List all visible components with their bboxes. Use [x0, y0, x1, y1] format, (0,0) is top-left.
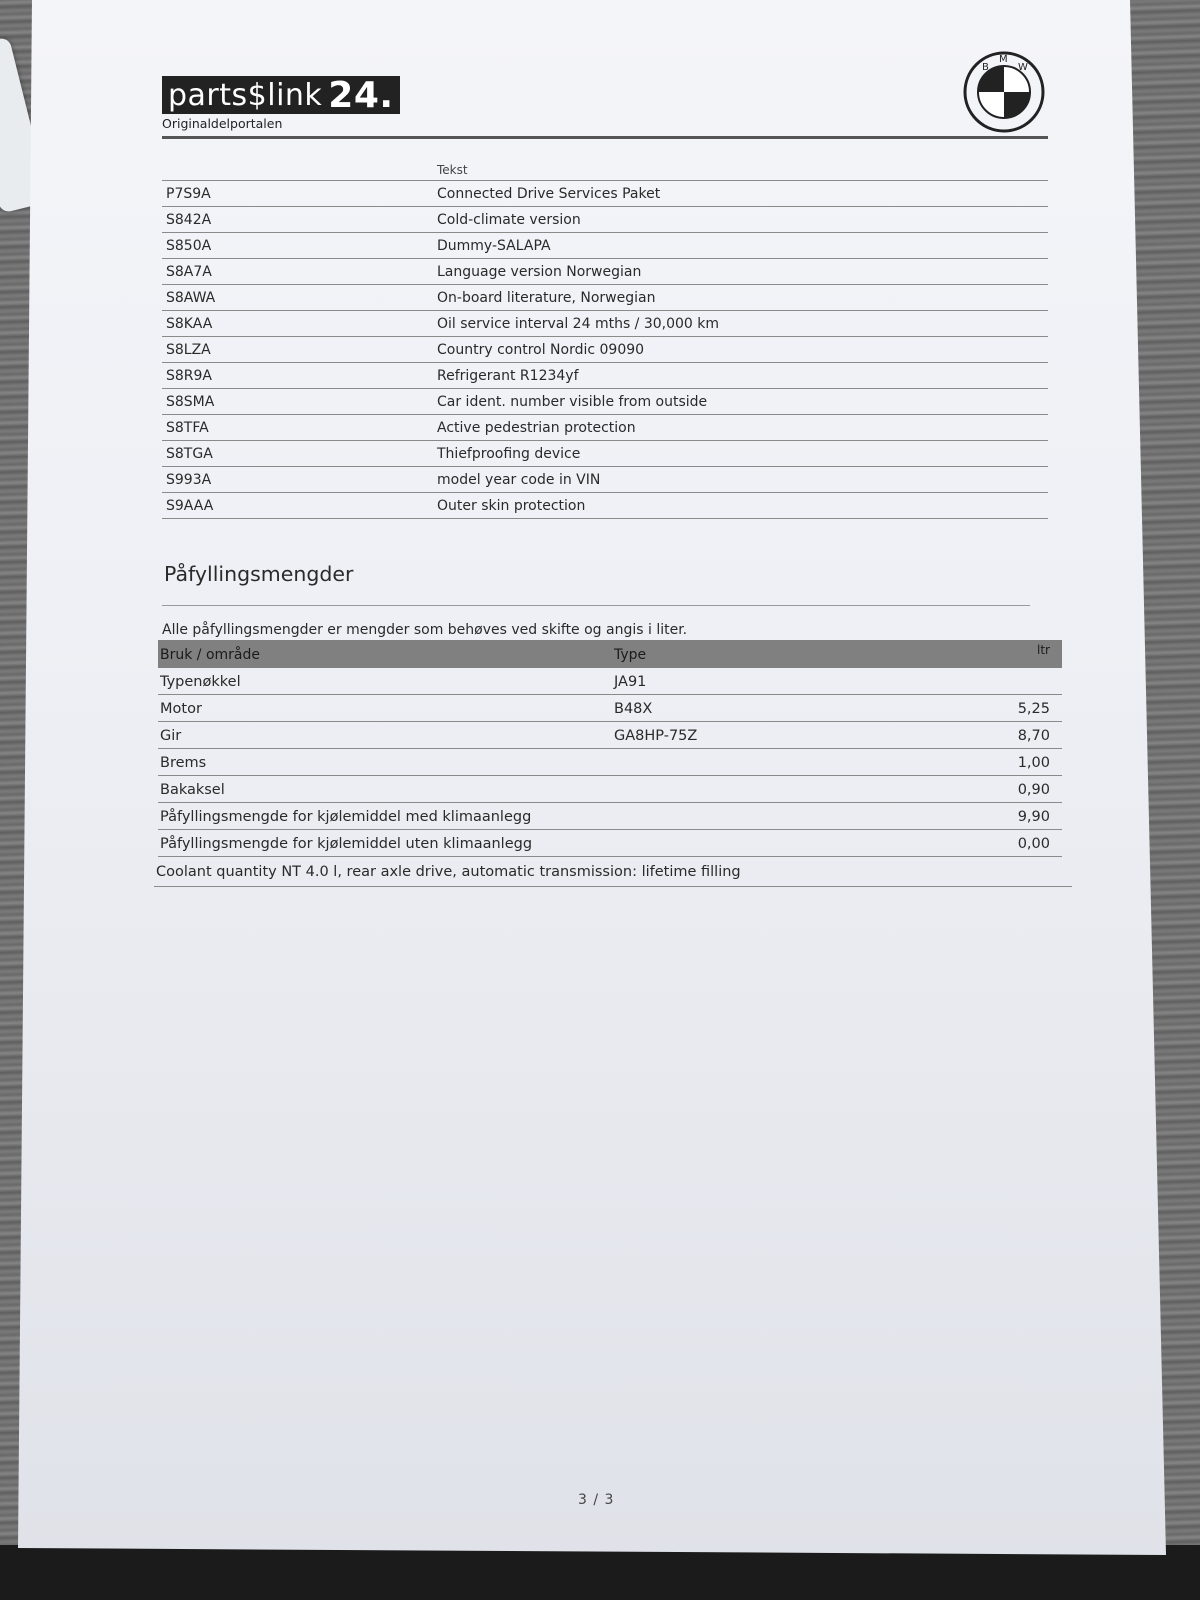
table-row — [158, 668, 1062, 695]
table-row — [158, 830, 1062, 857]
fill-type: JA91 — [614, 674, 647, 690]
option-text: Thiefproofing device — [437, 446, 581, 462]
fill-area: Typenøkkel — [160, 674, 241, 690]
table-row — [158, 749, 1062, 776]
option-text: Cold-climate version — [437, 212, 581, 228]
fill-table-header — [158, 640, 1062, 668]
bmw-letter-b: B — [982, 62, 989, 73]
header-area: Bruk / område — [160, 647, 260, 663]
fill-area: Motor — [160, 701, 202, 717]
fill-quantities-title: Påfyllingsmengder — [164, 562, 354, 586]
option-text: Oil service interval 24 mths / 30,000 km — [437, 316, 720, 332]
option-text: Language version Norwegian — [437, 264, 642, 280]
table-row — [162, 181, 1048, 207]
table-row — [162, 259, 1048, 285]
fill-area: Påfyllingsmengde for kjølemiddel uten klimaanlegg — [160, 836, 533, 852]
options-table-header — [162, 158, 1048, 181]
table-row — [162, 493, 1048, 519]
fill-area: Gir — [160, 728, 182, 744]
table-row — [158, 695, 1062, 722]
coolant-footnote — [154, 856, 1072, 887]
option-text: Car ident. number visible from outside — [437, 394, 708, 410]
option-text: Active pedestrian protection — [437, 420, 636, 436]
fill-quantities-note: Alle påfyllingsmengder er mengder som behøves ved skifte og angis i liter. — [162, 622, 688, 638]
fill-ltr: 0,90 — [1017, 782, 1050, 798]
option-text: Refrigerant R1234yf — [437, 368, 579, 384]
fill-ltr: 1,00 — [1017, 755, 1050, 771]
fill-area: Brems — [160, 755, 207, 771]
header-divider — [162, 136, 1048, 139]
option-code: S8A7A — [166, 264, 212, 280]
bmw-letter-w: W — [1018, 62, 1028, 73]
option-code: S8KAA — [166, 316, 213, 332]
option-code: S9AAA — [166, 498, 214, 514]
table-row — [162, 389, 1048, 415]
table-row — [162, 363, 1048, 389]
logo-number: 24. — [328, 74, 394, 116]
option-code: S850A — [166, 238, 212, 254]
option-code: S8SMA — [166, 394, 215, 410]
table-row — [158, 803, 1062, 830]
option-code: S8AWA — [166, 290, 216, 306]
fill-ltr: 5,25 — [1017, 701, 1050, 717]
logo-subtitle: Originaldelportalen — [162, 116, 283, 131]
table-row — [162, 441, 1048, 467]
fill-ltr: 0,00 — [1017, 836, 1050, 852]
fill-ltr: 9,90 — [1017, 809, 1050, 825]
fill-quantities-table — [158, 640, 1062, 857]
table-row — [162, 311, 1048, 337]
option-code: P7S9A — [166, 186, 211, 202]
table-row — [162, 415, 1048, 441]
option-code: S842A — [166, 212, 212, 228]
option-code: S8LZA — [166, 342, 211, 358]
table-row — [162, 337, 1048, 363]
table-row — [158, 722, 1062, 749]
footnote-text: Coolant quantity NT 4.0 l, rear axle drive, automatic transmission: lifetime filling — [156, 864, 741, 880]
section-divider — [162, 605, 1030, 606]
fill-ltr: 8,70 — [1017, 728, 1050, 744]
table-row — [162, 285, 1048, 311]
page-number: 3 / 3 — [578, 1492, 615, 1508]
option-code: S8R9A — [166, 368, 213, 384]
header-type: Type — [614, 647, 647, 663]
option-text: Outer skin protection — [437, 498, 586, 514]
options-table — [162, 158, 1048, 519]
column-header-text: Tekst — [437, 163, 468, 177]
fill-type: GA8HP-75Z — [614, 728, 698, 744]
partslink-logo — [162, 76, 400, 131]
option-code: S993A — [166, 472, 212, 488]
table-row — [162, 207, 1048, 233]
fill-area: Bakaksel — [160, 782, 225, 798]
option-text: Dummy-SALAPA — [437, 238, 551, 254]
logo-text: parts$link — [168, 77, 323, 113]
option-text: model year code in VIN — [437, 472, 601, 488]
bmw-letter-m: M — [999, 54, 1008, 65]
option-code: S8TGA — [166, 446, 213, 462]
table-row — [162, 233, 1048, 259]
option-text: Country control Nordic 09090 — [437, 342, 645, 358]
option-text: On-board literature, Norwegian — [437, 290, 656, 306]
table-row — [162, 467, 1048, 493]
bmw-logo — [962, 50, 1046, 134]
fill-area: Påfyllingsmengde for kjølemiddel med klimaanlegg — [160, 809, 532, 825]
option-text: Connected Drive Services Paket — [437, 186, 661, 202]
fill-type: B48X — [614, 701, 653, 717]
table-row — [158, 776, 1062, 803]
header-ltr: ltr — [1037, 643, 1050, 657]
option-code: S8TFA — [166, 420, 209, 436]
